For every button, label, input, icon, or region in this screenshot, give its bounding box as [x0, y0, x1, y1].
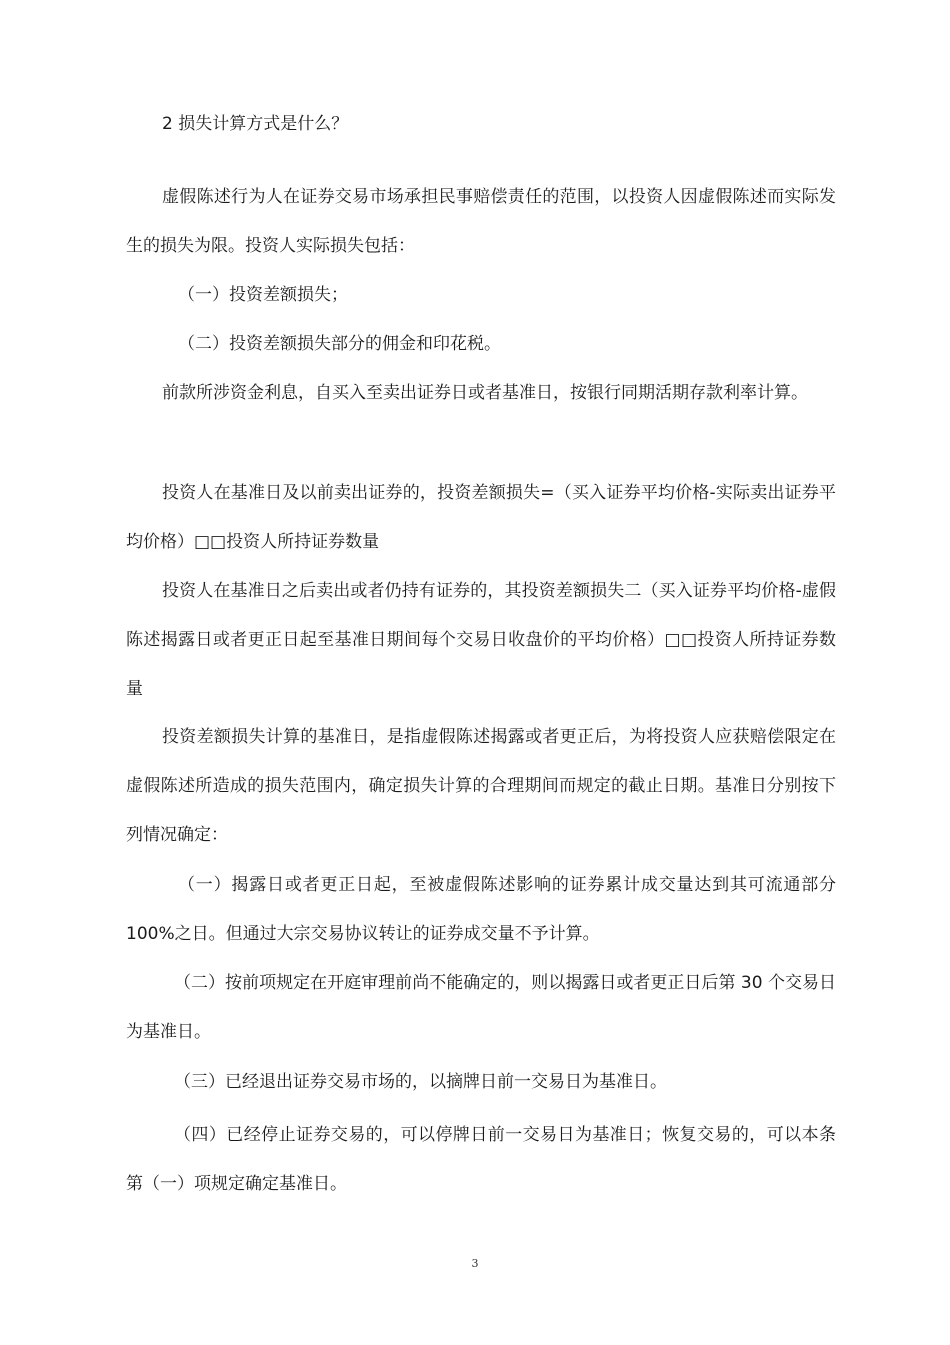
paragraph-interest: 前款所涉资金利息，自买入至卖出证券日或者基准日，按银行同期活期存款利率计算。: [162, 383, 808, 403]
paragraph-item-1: （一）投资差额损失；: [178, 285, 348, 305]
section-heading: 2 损失计算方式是什么？: [162, 114, 349, 134]
paragraph-base-date-rule-4: （四）已经停止证券交易的，可以停牌日前一交易日为基准日；恢复交易的，可以本条第（一）项规定确定基准日。: [126, 1125, 836, 1194]
paragraph-base-date-rule-2: （二）按前项规定在开庭审理前尚不能确定的，则以揭露日或者更正日后第 30 个交易日为基准日。: [126, 973, 836, 1042]
page-number: 3: [471, 1257, 479, 1270]
paragraph-formula-before-base-date: 投资人在基准日及以前卖出证券的，投资差额损失=（买入证券平均价格-实际卖出证券平均价格）□□投资人所持证券数量: [126, 483, 836, 552]
paragraph-loss-scope: 虚假陈述行为人在证券交易市场承担民事赔偿责任的范围，以投资人因虚假陈述而实际发生的损失为限。投资人实际损失包括：: [126, 187, 836, 256]
paragraph-formula-after-base-date: 投资人在基准日之后卖出或者仍持有证券的，其投资差额损失二（买入证券平均价格-虚假陈述揭露日或者更正日起至基准日期间每个交易日收盘价的平均价格）□□投资人所持证券数量: [126, 581, 836, 699]
paragraph-base-date-rule-3: （三）已经退出证券交易市场的，以摘牌日前一交易日为基准日。: [174, 1072, 667, 1092]
paragraph-item-2: （二）投资差额损失部分的佣金和印花税。: [178, 334, 501, 354]
paragraph-base-date-rule-1: （一）揭露日或者更正日起，至被虚假陈述影响的证券累计成交量达到其可流通部分 100%之日。但通过大宗交易协议转让的证券成交量不予计算。: [126, 875, 836, 944]
paragraph-base-date-definition: 投资差额损失计算的基准日，是指虚假陈述揭露或者更正后，为将投资人应获赔偿限定在虚假陈述所造成的损失范围内，确定损失计算的合理期间而规定的截止日期。基准日分别按下列情况确定：: [126, 727, 836, 845]
